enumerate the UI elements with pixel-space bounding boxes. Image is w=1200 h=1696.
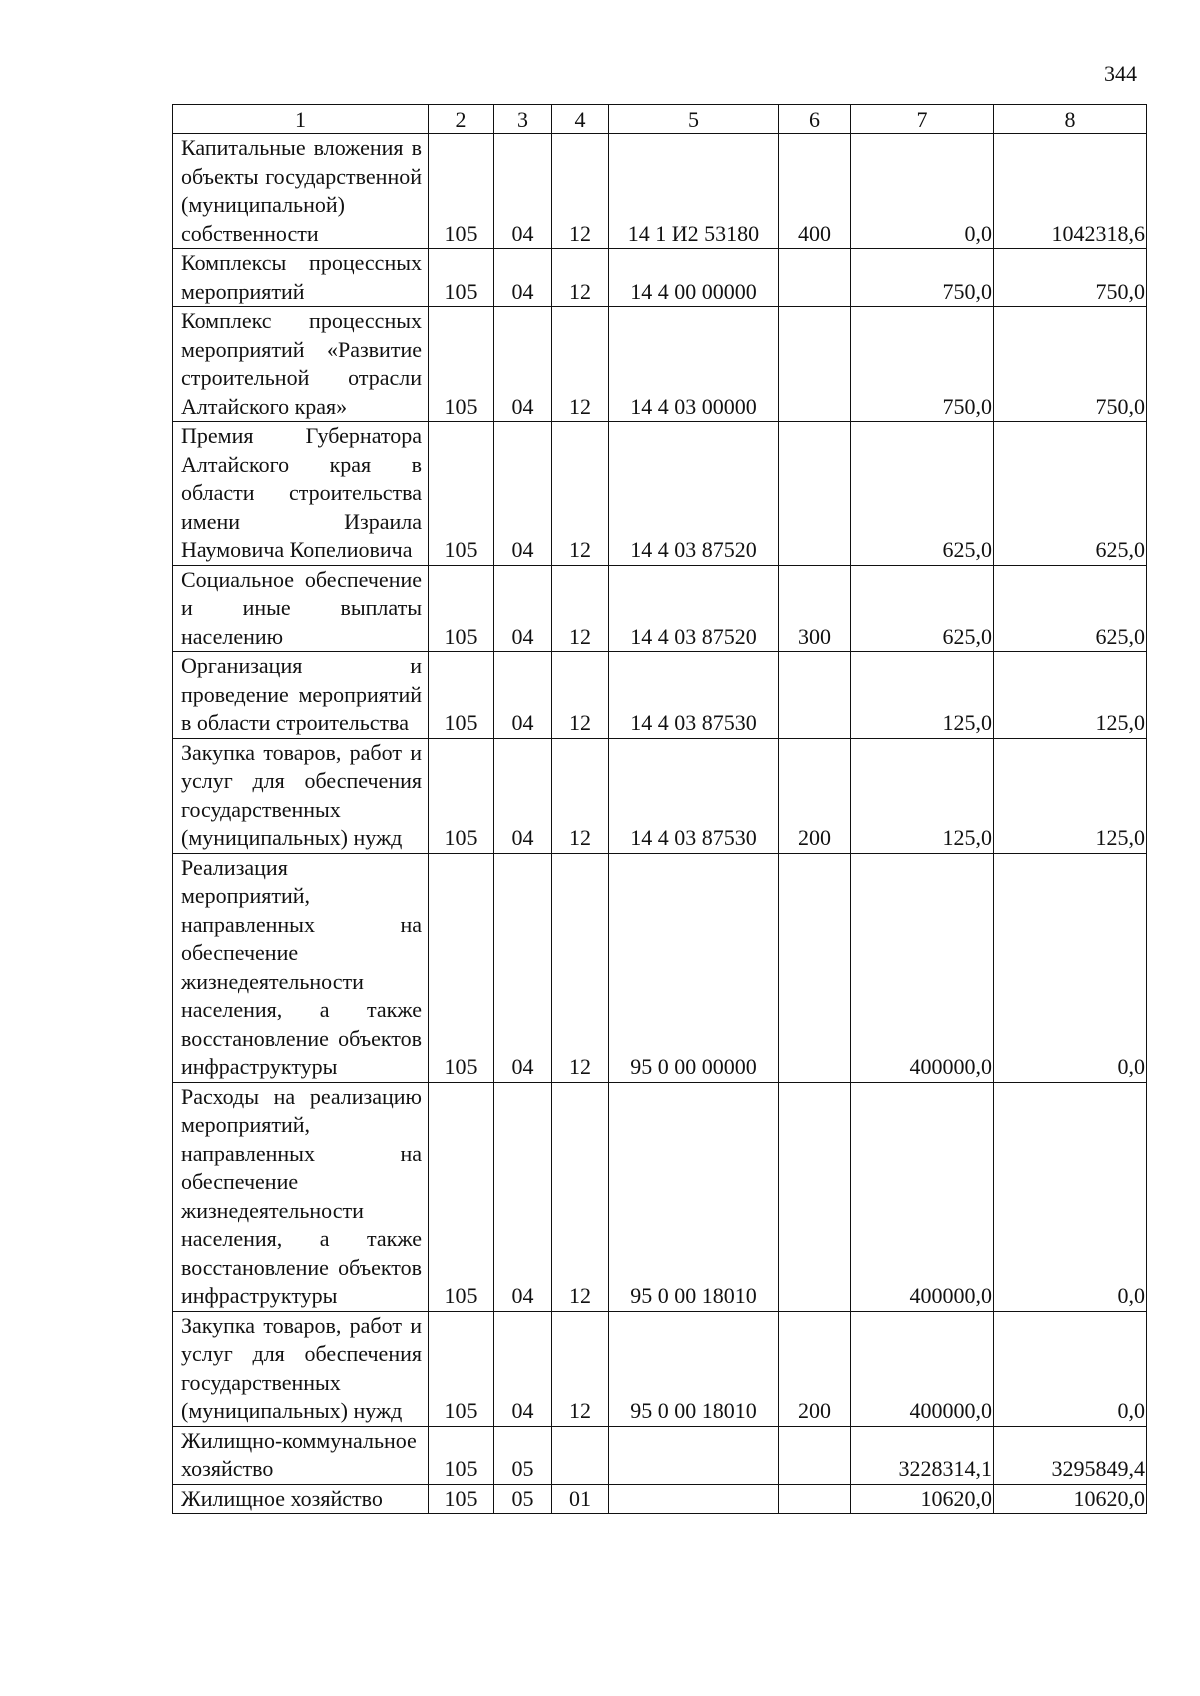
row-amount-col7: 125,0: [851, 738, 994, 853]
row-admin-code: 105: [429, 134, 494, 249]
table-row: [173, 1484, 1147, 1514]
row-amount-col7: 750,0: [851, 249, 994, 307]
row-amount-col7: 750,0: [851, 307, 994, 422]
row-amount-col8: 750,0: [994, 249, 1147, 307]
row-amount-col8: 1042318,6: [994, 134, 1147, 249]
row-subsection-code: 12: [552, 853, 609, 1082]
row-subsection-code: 12: [552, 134, 609, 249]
column-header-1: 1: [173, 105, 429, 134]
row-amount-col7: 625,0: [851, 422, 994, 566]
row-admin-code: 105: [429, 738, 494, 853]
row-amount-col8: 625,0: [994, 422, 1147, 566]
row-subsection-code: 12: [552, 422, 609, 566]
row-expense-type: 200: [779, 738, 851, 853]
row-expense-type: 200: [779, 1311, 851, 1426]
row-target-article: 14 1 И2 53180: [609, 134, 779, 249]
row-subsection-code: [552, 1426, 609, 1484]
row-name: Жилищное хозяйство: [173, 1484, 429, 1514]
table-row: [173, 1082, 1147, 1311]
row-name: Капитальные вложения в объекты государственной (муниципальной) собственности: [173, 134, 429, 249]
table-row: [173, 134, 1147, 249]
row-admin-code: 105: [429, 1082, 494, 1311]
column-header-6: 6: [779, 105, 851, 134]
row-subsection-code: 12: [552, 738, 609, 853]
row-amount-col7: 400000,0: [851, 853, 994, 1082]
row-section-code: 04: [494, 565, 552, 652]
row-admin-code: 105: [429, 307, 494, 422]
row-amount-col7: 400000,0: [851, 1082, 994, 1311]
row-admin-code: 105: [429, 1484, 494, 1514]
row-section-code: 05: [494, 1484, 552, 1514]
table-header-row: [173, 105, 1147, 134]
row-amount-col8: 750,0: [994, 307, 1147, 422]
row-amount-col7: 0,0: [851, 134, 994, 249]
row-section-code: 04: [494, 652, 552, 739]
row-amount-col8: 0,0: [994, 853, 1147, 1082]
row-amount-col7: 400000,0: [851, 1311, 994, 1426]
row-section-code: 04: [494, 422, 552, 566]
column-header-3: 3: [494, 105, 552, 134]
row-target-article: 14 4 00 00000: [609, 249, 779, 307]
row-subsection-code: 12: [552, 565, 609, 652]
row-expense-type: [779, 1484, 851, 1514]
row-target-article: 14 4 03 87530: [609, 652, 779, 739]
row-target-article: [609, 1426, 779, 1484]
row-expense-type: [779, 1082, 851, 1311]
row-target-article: 14 4 03 00000: [609, 307, 779, 422]
row-amount-col8: 625,0: [994, 565, 1147, 652]
table-row: [173, 738, 1147, 853]
row-amount-col8: 3295849,4: [994, 1426, 1147, 1484]
row-expense-type: [779, 652, 851, 739]
row-name: Социальное обеспечение и иные выплаты населению: [173, 565, 429, 652]
row-section-code: 04: [494, 1082, 552, 1311]
row-amount-col7: 625,0: [851, 565, 994, 652]
row-subsection-code: 12: [552, 652, 609, 739]
row-admin-code: 105: [429, 652, 494, 739]
row-expense-type: [779, 422, 851, 566]
row-amount-col8: 0,0: [994, 1311, 1147, 1426]
table-row: [173, 652, 1147, 739]
row-target-article: 14 4 03 87530: [609, 738, 779, 853]
row-target-article: 14 4 03 87520: [609, 565, 779, 652]
row-section-code: 04: [494, 307, 552, 422]
row-name: Расходы на реализацию мероприятий, направленных на обеспечение жизнедеятельности населения, а также восстановление объектов инфраструктуры: [173, 1082, 429, 1311]
row-section-code: 04: [494, 853, 552, 1082]
row-admin-code: 105: [429, 422, 494, 566]
row-name: Комплекс процессных мероприятий «Развитие строительной отрасли Алтайского края»: [173, 307, 429, 422]
row-target-article: 95 0 00 18010: [609, 1082, 779, 1311]
row-amount-col8: 125,0: [994, 738, 1147, 853]
row-amount-col8: 10620,0: [994, 1484, 1147, 1514]
row-target-article: 95 0 00 18010: [609, 1311, 779, 1426]
table-row: [173, 422, 1147, 566]
row-subsection-code: 01: [552, 1484, 609, 1514]
column-header-5: 5: [609, 105, 779, 134]
row-admin-code: 105: [429, 1311, 494, 1426]
row-name: Комплексы процессных мероприятий: [173, 249, 429, 307]
table-row: [173, 1311, 1147, 1426]
table-row: [173, 853, 1147, 1082]
row-target-article: [609, 1484, 779, 1514]
row-subsection-code: 12: [552, 307, 609, 422]
table-row: [173, 307, 1147, 422]
row-admin-code: 105: [429, 249, 494, 307]
row-expense-type: [779, 307, 851, 422]
row-name: Премия Губернатора Алтайского края в области строительства имени Израила Наумовича Копелиовича: [173, 422, 429, 566]
row-name: Закупка товаров, работ и услуг для обеспечения государственных (муниципальных) нужд: [173, 1311, 429, 1426]
column-header-2: 2: [429, 105, 494, 134]
row-section-code: 04: [494, 1311, 552, 1426]
row-name: Организация и проведение мероприятий в области строительства: [173, 652, 429, 739]
row-section-code: 04: [494, 249, 552, 307]
row-target-article: 14 4 03 87520: [609, 422, 779, 566]
row-name: Закупка товаров, работ и услуг для обеспечения государственных (муниципальных) нужд: [173, 738, 429, 853]
row-amount-col7: 3228314,1: [851, 1426, 994, 1484]
row-name: Реализация мероприятий, направленных на обеспечение жизнедеятельности населения, а также восстановление объектов инфраструктуры: [173, 853, 429, 1082]
row-amount-col7: 125,0: [851, 652, 994, 739]
table-row: [173, 249, 1147, 307]
row-section-code: 04: [494, 134, 552, 249]
row-admin-code: 105: [429, 565, 494, 652]
page-number: 344: [1104, 61, 1137, 86]
row-subsection-code: 12: [552, 249, 609, 307]
column-header-7: 7: [851, 105, 994, 134]
table-row: [173, 565, 1147, 652]
budget-table: [172, 104, 1147, 1514]
row-admin-code: 105: [429, 853, 494, 1082]
row-subsection-code: 12: [552, 1082, 609, 1311]
row-section-code: 04: [494, 738, 552, 853]
row-target-article: 95 0 00 00000: [609, 853, 779, 1082]
row-expense-type: [779, 853, 851, 1082]
row-expense-type: [779, 249, 851, 307]
table-row: [173, 1426, 1147, 1484]
column-header-4: 4: [552, 105, 609, 134]
row-subsection-code: 12: [552, 1311, 609, 1426]
row-admin-code: 105: [429, 1426, 494, 1484]
row-expense-type: 400: [779, 134, 851, 249]
row-expense-type: [779, 1426, 851, 1484]
row-name: Жилищно-коммунальное хозяйство: [173, 1426, 429, 1484]
row-amount-col8: 0,0: [994, 1082, 1147, 1311]
row-amount-col7: 10620,0: [851, 1484, 994, 1514]
row-section-code: 05: [494, 1426, 552, 1484]
row-expense-type: 300: [779, 565, 851, 652]
row-amount-col8: 125,0: [994, 652, 1147, 739]
column-header-8: 8: [994, 105, 1147, 134]
